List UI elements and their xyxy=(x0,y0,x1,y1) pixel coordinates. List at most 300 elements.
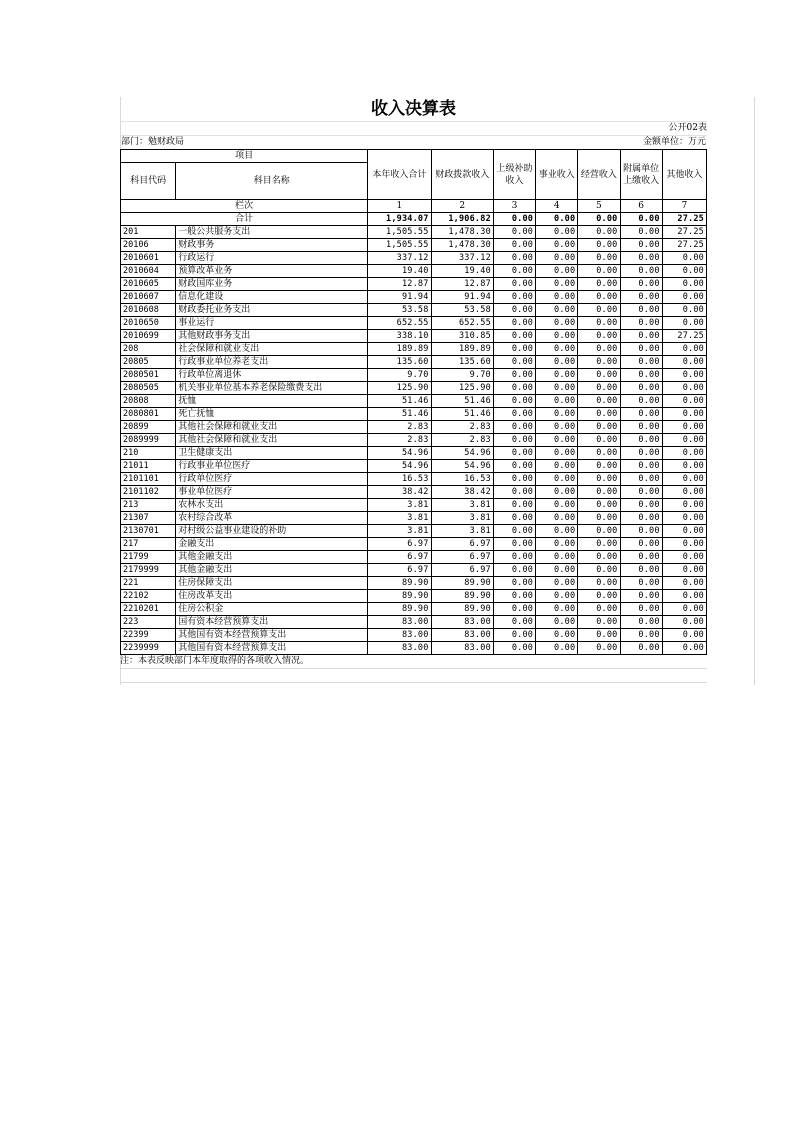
amount-c6: 0.00 xyxy=(620,291,662,304)
amount-c4: 0.00 xyxy=(536,239,578,252)
subject-name: 住房保障支出 xyxy=(176,577,368,590)
subject-name: 财政事务 xyxy=(176,239,368,252)
amount-c6: 0.00 xyxy=(620,408,662,421)
amount-c3: 0.00 xyxy=(493,512,535,525)
income-final-accounts-sheet xyxy=(120,97,753,683)
header-n7: 7 xyxy=(662,200,706,213)
amount-c4: 0.00 xyxy=(536,382,578,395)
blank-row xyxy=(120,669,707,683)
amount-c6: 0.00 xyxy=(620,460,662,473)
table-row xyxy=(121,564,707,577)
header-col3: 上级补助收入 xyxy=(493,150,535,200)
amount-c4: 0.00 xyxy=(536,278,578,291)
amount-c2: 51.46 xyxy=(431,408,493,421)
amount-c1: 19.40 xyxy=(368,265,431,278)
amount-c3: 0.00 xyxy=(493,226,535,239)
amount-c4: 0.00 xyxy=(536,330,578,343)
amount-c7: 0.00 xyxy=(662,616,706,629)
amount-c5: 0.00 xyxy=(578,629,620,642)
amount-c6: 0.00 xyxy=(620,564,662,577)
amount-c2: 38.42 xyxy=(431,486,493,499)
subject-code: 210 xyxy=(121,447,176,460)
table-row xyxy=(121,642,707,655)
subject-name: 财政委托业务支出 xyxy=(176,304,368,317)
table-row xyxy=(121,616,707,629)
subject-code: 208 xyxy=(121,343,176,356)
amount-c5: 0.00 xyxy=(578,408,620,421)
header-code: 科目代码 xyxy=(121,163,176,200)
amount-c1: 54.96 xyxy=(368,460,431,473)
amount-c4: 0.00 xyxy=(536,616,578,629)
amount-c3: 0.00 xyxy=(493,551,535,564)
subject-code: 217 xyxy=(121,538,176,551)
amount-c2: 54.96 xyxy=(431,447,493,460)
amount-c3: 0.00 xyxy=(493,291,535,304)
amount-c1: 54.96 xyxy=(368,447,431,460)
amount-c5: 0.00 xyxy=(578,512,620,525)
amount-c6: 0.00 xyxy=(620,382,662,395)
amount-c6: 0.00 xyxy=(620,616,662,629)
amount-c6: 0.00 xyxy=(620,369,662,382)
amount-c3: 0.00 xyxy=(493,538,535,551)
amount-c5: 0.00 xyxy=(578,551,620,564)
amount-c2: 51.46 xyxy=(431,395,493,408)
amount-c5: 0.00 xyxy=(578,590,620,603)
amount-c4: 0.00 xyxy=(536,252,578,265)
amount-c3: 0.00 xyxy=(493,447,535,460)
amount-c5: 0.00 xyxy=(578,291,620,304)
amount-c5: 0.00 xyxy=(578,447,620,460)
amount-c2: 1,478.30 xyxy=(431,239,493,252)
amount-c7: 0.00 xyxy=(662,642,706,655)
amount-c1: 125.90 xyxy=(368,382,431,395)
subject-code: 213 xyxy=(121,499,176,512)
amount-c7: 0.00 xyxy=(662,590,706,603)
amount-c7: 0.00 xyxy=(662,577,706,590)
amount-c4: 0.00 xyxy=(536,356,578,369)
table-row xyxy=(121,382,707,395)
amount-c5: 0.00 xyxy=(578,317,620,330)
amount-c6: 0.00 xyxy=(620,499,662,512)
subject-name: 事业运行 xyxy=(176,317,368,330)
amount-c5: 0.00 xyxy=(578,343,620,356)
subject-code: 2010650 xyxy=(121,317,176,330)
subject-name: 机关事业单位基本养老保险缴费支出 xyxy=(176,382,368,395)
amount-c5: 0.00 xyxy=(578,252,620,265)
subject-code: 2089999 xyxy=(121,434,176,447)
subject-code: 2210201 xyxy=(121,603,176,616)
subject-code: 2101101 xyxy=(121,473,176,486)
amount-c5: 0.00 xyxy=(578,265,620,278)
subject-code: 2179999 xyxy=(121,564,176,577)
amount-c1: 89.90 xyxy=(368,590,431,603)
amount-c1: 89.90 xyxy=(368,603,431,616)
amount-c6: 0.00 xyxy=(620,577,662,590)
amount-c7: 0.00 xyxy=(662,356,706,369)
amount-c4: 0.00 xyxy=(536,538,578,551)
subject-code: 20808 xyxy=(121,395,176,408)
header-col6: 附属单位上缴收入 xyxy=(620,150,662,200)
amount-c6: 0.00 xyxy=(620,486,662,499)
header-n1: 1 xyxy=(368,200,431,213)
department-label: 部门：勉财政局 xyxy=(121,137,185,147)
amount-c4: 0.00 xyxy=(536,473,578,486)
subject-name: 农村综合改革 xyxy=(176,512,368,525)
amount-c3: 0.00 xyxy=(493,369,535,382)
amount-c5: 0.00 xyxy=(578,330,620,343)
total-label: 合计 xyxy=(121,213,368,226)
amount-c4: 0.00 xyxy=(536,551,578,564)
header-n5: 5 xyxy=(578,200,620,213)
amount-c6: 0.00 xyxy=(620,265,662,278)
amount-c2: 337.12 xyxy=(431,252,493,265)
subject-name: 社会保障和就业支出 xyxy=(176,343,368,356)
amount-c3: 0.00 xyxy=(493,317,535,330)
amount-c3: 0.00 xyxy=(493,499,535,512)
subject-code: 2130701 xyxy=(121,525,176,538)
subject-name: 行政单位医疗 xyxy=(176,473,368,486)
subject-name: 预算改革业务 xyxy=(176,265,368,278)
amount-c1: 2.83 xyxy=(368,421,431,434)
amount-c5: 0.00 xyxy=(578,226,620,239)
amount-c5: 0.00 xyxy=(578,603,620,616)
amount-c7: 0.00 xyxy=(662,252,706,265)
table-body xyxy=(121,213,707,655)
amount-c7: 0.00 xyxy=(662,551,706,564)
subject-code: 2239999 xyxy=(121,642,176,655)
amount-c6: 0.00 xyxy=(620,278,662,291)
amount-c2: 16.53 xyxy=(431,473,493,486)
table-row xyxy=(121,356,707,369)
amount-c7: 0.00 xyxy=(662,629,706,642)
amount-c2: 83.00 xyxy=(431,642,493,655)
amount-c6: 0.00 xyxy=(620,525,662,538)
amount-c2: 2.83 xyxy=(431,421,493,434)
amount-c7: 27.25 xyxy=(662,239,706,252)
amount-c1: 51.46 xyxy=(368,408,431,421)
header-col7: 其他收入 xyxy=(662,150,706,200)
subject-name: 国有资本经营预算支出 xyxy=(176,616,368,629)
table-row xyxy=(121,473,707,486)
amount-c4: 0.00 xyxy=(536,421,578,434)
amount-c3: 0.00 xyxy=(493,265,535,278)
amount-c3: 0.00 xyxy=(493,603,535,616)
amount-c4: 0.00 xyxy=(536,577,578,590)
amount-c2: 9.70 xyxy=(431,369,493,382)
amount-c6: 0.00 xyxy=(620,252,662,265)
amount-c3: 0.00 xyxy=(493,642,535,655)
amount-c7: 0.00 xyxy=(662,486,706,499)
amount-c1: 338.10 xyxy=(368,330,431,343)
amount-c6: 0.00 xyxy=(620,538,662,551)
subject-name: 行政事业单位养老支出 xyxy=(176,356,368,369)
amount-c6: 0.00 xyxy=(620,421,662,434)
amount-c7: 27.25 xyxy=(662,226,706,239)
amount-c5: 0.00 xyxy=(578,486,620,499)
amount-c6: 0.00 xyxy=(620,512,662,525)
table-row xyxy=(121,577,707,590)
header-n2: 2 xyxy=(431,200,493,213)
subject-code: 21307 xyxy=(121,512,176,525)
amount-c4: 0.00 xyxy=(536,642,578,655)
amount-c6: 0.00 xyxy=(620,343,662,356)
amount-c5: 0.00 xyxy=(578,564,620,577)
amount-c4: 0.00 xyxy=(536,343,578,356)
amount-c4: 0.00 xyxy=(536,369,578,382)
subject-name: 其他社会保障和就业支出 xyxy=(176,421,368,434)
subject-code: 2101102 xyxy=(121,486,176,499)
amount-c4: 0.00 xyxy=(536,395,578,408)
amount-c7: 0.00 xyxy=(662,369,706,382)
amount-c1: 1,505.55 xyxy=(368,239,431,252)
amount-c2: 53.58 xyxy=(431,304,493,317)
amount-c3: 0.00 xyxy=(493,239,535,252)
amount-c7: 0.00 xyxy=(662,460,706,473)
amount-c6: 0.00 xyxy=(620,304,662,317)
amount-c3: 0.00 xyxy=(493,278,535,291)
amount-c4: 0.00 xyxy=(536,525,578,538)
amount-c5: 0.00 xyxy=(578,239,620,252)
amount-c2: 3.81 xyxy=(431,512,493,525)
amount-c2: 89.90 xyxy=(431,603,493,616)
amount-c7: 0.00 xyxy=(662,265,706,278)
amount-c2: 3.81 xyxy=(431,525,493,538)
amount-c7: 0.00 xyxy=(662,603,706,616)
subject-code: 2080505 xyxy=(121,382,176,395)
page-title: 收入决算表 xyxy=(120,97,707,122)
table-row xyxy=(121,369,707,382)
amount-c5: 0.00 xyxy=(578,421,620,434)
amount-c2: 125.90 xyxy=(431,382,493,395)
income-table xyxy=(120,149,707,655)
amount-c7: 0.00 xyxy=(662,291,706,304)
header-lanci: 栏次 xyxy=(121,200,368,213)
subject-code: 22399 xyxy=(121,629,176,642)
amount-c4: 0.00 xyxy=(536,317,578,330)
amount-c1: 337.12 xyxy=(368,252,431,265)
subject-name: 一般公共服务支出 xyxy=(176,226,368,239)
subject-name: 卫生健康支出 xyxy=(176,447,368,460)
amount-c5: 0.00 xyxy=(578,382,620,395)
amount-c7: 0.00 xyxy=(662,512,706,525)
amount-c1: 3.81 xyxy=(368,525,431,538)
subject-code: 20805 xyxy=(121,356,176,369)
amount-c7: 0.00 xyxy=(662,408,706,421)
subject-code: 22102 xyxy=(121,590,176,603)
amount-c7: 0.00 xyxy=(662,421,706,434)
amount-c3: 0.00 xyxy=(493,616,535,629)
amount-c4: 0.00 xyxy=(536,460,578,473)
subject-code: 20899 xyxy=(121,421,176,434)
subject-name: 其他国有资本经营预算支出 xyxy=(176,629,368,642)
amount-c4: 0.00 xyxy=(536,434,578,447)
table-row xyxy=(121,317,707,330)
header-project: 项目 xyxy=(121,150,368,163)
amount-c1: 6.97 xyxy=(368,551,431,564)
amount-c7: 27.25 xyxy=(662,330,706,343)
amount-c1: 16.53 xyxy=(368,473,431,486)
amount-c6: 0.00 xyxy=(620,330,662,343)
total-c2: 1,906.82 xyxy=(431,213,493,226)
subject-code: 2010699 xyxy=(121,330,176,343)
amount-c3: 0.00 xyxy=(493,590,535,603)
subject-name: 行政单位离退休 xyxy=(176,369,368,382)
amount-c5: 0.00 xyxy=(578,369,620,382)
subject-code: 223 xyxy=(121,616,176,629)
subject-name: 住房改革支出 xyxy=(176,590,368,603)
amount-c7: 0.00 xyxy=(662,395,706,408)
table-row xyxy=(121,304,707,317)
amount-c2: 83.00 xyxy=(431,616,493,629)
amount-c7: 0.00 xyxy=(662,538,706,551)
amount-c4: 0.00 xyxy=(536,564,578,577)
amount-c6: 0.00 xyxy=(620,551,662,564)
amount-c1: 9.70 xyxy=(368,369,431,382)
amount-c4: 0.00 xyxy=(536,304,578,317)
subject-code: 221 xyxy=(121,577,176,590)
amount-c3: 0.00 xyxy=(493,564,535,577)
meta-row xyxy=(120,136,707,149)
subject-name: 其他金融支出 xyxy=(176,551,368,564)
subject-code: 2080801 xyxy=(121,408,176,421)
footnote: 注：本表反映部门本年度取得的各项收入情况。 xyxy=(120,655,707,669)
table-row xyxy=(121,395,707,408)
amount-c4: 0.00 xyxy=(536,603,578,616)
amount-c3: 0.00 xyxy=(493,421,535,434)
amount-c2: 6.97 xyxy=(431,538,493,551)
header-n6: 6 xyxy=(620,200,662,213)
table-row xyxy=(121,603,707,616)
form-number: 公开02表 xyxy=(120,122,707,136)
amount-c7: 0.00 xyxy=(662,564,706,577)
amount-c7: 0.00 xyxy=(662,473,706,486)
amount-c7: 0.00 xyxy=(662,447,706,460)
amount-c1: 51.46 xyxy=(368,395,431,408)
subject-code: 2010605 xyxy=(121,278,176,291)
table-row xyxy=(121,252,707,265)
amount-c2: 12.87 xyxy=(431,278,493,291)
amount-c2: 135.60 xyxy=(431,356,493,369)
table-row xyxy=(121,447,707,460)
amount-c4: 0.00 xyxy=(536,408,578,421)
subject-code: 2010604 xyxy=(121,265,176,278)
table-row xyxy=(121,343,707,356)
subject-name: 抚恤 xyxy=(176,395,368,408)
table-row xyxy=(121,265,707,278)
amount-c3: 0.00 xyxy=(493,434,535,447)
table-row xyxy=(121,434,707,447)
amount-c5: 0.00 xyxy=(578,395,620,408)
subject-name: 财政国库业务 xyxy=(176,278,368,291)
amount-c1: 6.97 xyxy=(368,538,431,551)
subject-code: 201 xyxy=(121,226,176,239)
table-row xyxy=(121,239,707,252)
header-name: 科目名称 xyxy=(176,163,368,200)
total-c1: 1,934.07 xyxy=(368,213,431,226)
amount-c7: 0.00 xyxy=(662,499,706,512)
subject-code: 2010601 xyxy=(121,252,176,265)
table-row xyxy=(121,408,707,421)
amount-c2: 89.90 xyxy=(431,577,493,590)
subject-name: 农林水支出 xyxy=(176,499,368,512)
amount-c5: 0.00 xyxy=(578,499,620,512)
amount-c3: 0.00 xyxy=(493,629,535,642)
amount-c4: 0.00 xyxy=(536,590,578,603)
amount-c6: 0.00 xyxy=(620,590,662,603)
amount-c3: 0.00 xyxy=(493,486,535,499)
amount-c4: 0.00 xyxy=(536,499,578,512)
table-row xyxy=(121,525,707,538)
amount-c7: 0.00 xyxy=(662,434,706,447)
amount-c2: 1,478.30 xyxy=(431,226,493,239)
table-row xyxy=(121,499,707,512)
subject-name: 其他金融支出 xyxy=(176,564,368,577)
amount-c4: 0.00 xyxy=(536,291,578,304)
amount-c5: 0.00 xyxy=(578,577,620,590)
amount-c2: 91.94 xyxy=(431,291,493,304)
subject-name: 事业单位医疗 xyxy=(176,486,368,499)
amount-c2: 19.40 xyxy=(431,265,493,278)
amount-c4: 0.00 xyxy=(536,226,578,239)
subject-name: 信息化建设 xyxy=(176,291,368,304)
amount-c6: 0.00 xyxy=(620,642,662,655)
amount-c1: 6.97 xyxy=(368,564,431,577)
amount-c5: 0.00 xyxy=(578,525,620,538)
total-c7: 27.25 xyxy=(662,213,706,226)
amount-c2: 54.96 xyxy=(431,460,493,473)
subject-code: 20106 xyxy=(121,239,176,252)
table-row xyxy=(121,291,707,304)
amount-c3: 0.00 xyxy=(493,356,535,369)
amount-c6: 0.00 xyxy=(620,395,662,408)
subject-code: 21799 xyxy=(121,551,176,564)
amount-c1: 83.00 xyxy=(368,642,431,655)
subject-name: 死亡抚恤 xyxy=(176,408,368,421)
table-row xyxy=(121,538,707,551)
subject-code: 21011 xyxy=(121,460,176,473)
amount-c4: 0.00 xyxy=(536,486,578,499)
amount-c6: 0.00 xyxy=(620,447,662,460)
subject-name: 其他社会保障和就业支出 xyxy=(176,434,368,447)
amount-c6: 0.00 xyxy=(620,317,662,330)
amount-c1: 12.87 xyxy=(368,278,431,291)
amount-c3: 0.00 xyxy=(493,395,535,408)
amount-c6: 0.00 xyxy=(620,434,662,447)
total-c5: 0.00 xyxy=(578,213,620,226)
total-c3: 0.00 xyxy=(493,213,535,226)
amount-c6: 0.00 xyxy=(620,629,662,642)
amount-c2: 3.81 xyxy=(431,499,493,512)
total-row xyxy=(121,213,707,226)
total-c4: 0.00 xyxy=(536,213,578,226)
table-row xyxy=(121,278,707,291)
header-col2: 财政拨款收入 xyxy=(431,150,493,200)
amount-c5: 0.00 xyxy=(578,538,620,551)
amount-c6: 0.00 xyxy=(620,239,662,252)
amount-c7: 0.00 xyxy=(662,343,706,356)
amount-c4: 0.00 xyxy=(536,265,578,278)
subject-name: 其他国有资本经营预算支出 xyxy=(176,642,368,655)
subject-name: 行政运行 xyxy=(176,252,368,265)
amount-c5: 0.00 xyxy=(578,460,620,473)
amount-c1: 2.83 xyxy=(368,434,431,447)
total-c6: 0.00 xyxy=(620,213,662,226)
table-row xyxy=(121,512,707,525)
table-row xyxy=(121,460,707,473)
header-col5: 经营收入 xyxy=(578,150,620,200)
table-row xyxy=(121,629,707,642)
table-row xyxy=(121,551,707,564)
